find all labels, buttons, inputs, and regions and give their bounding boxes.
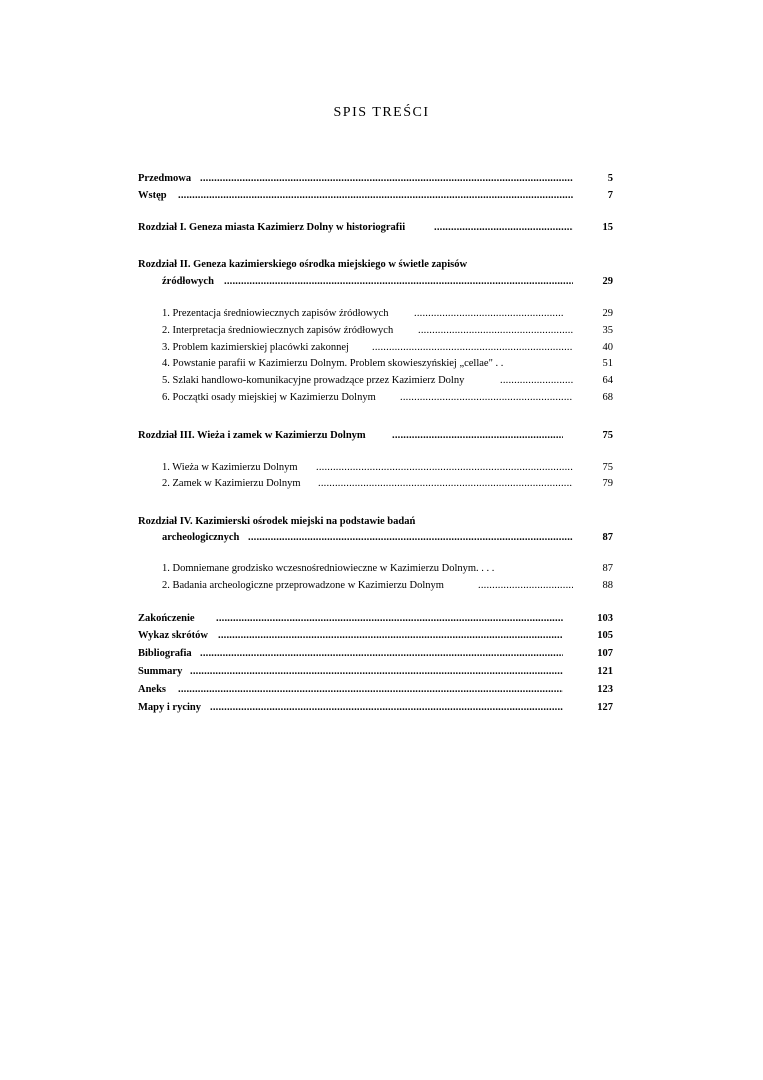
leader-dots bbox=[434, 221, 573, 234]
leader-dots bbox=[372, 341, 573, 354]
toc-page-number: 29 bbox=[602, 276, 613, 287]
toc-page-number: 75 bbox=[602, 430, 613, 441]
toc-page-number: 51 bbox=[602, 358, 613, 369]
leader-dots bbox=[210, 701, 563, 714]
toc-entry-text: Bibliografia bbox=[138, 648, 192, 659]
toc-page-number: 79 bbox=[602, 478, 613, 489]
page-title: SPIS TREŚCI bbox=[333, 105, 430, 120]
toc-page-number: 127 bbox=[597, 702, 613, 713]
toc-page-number: 64 bbox=[602, 375, 613, 386]
leader-dots bbox=[216, 612, 563, 625]
toc-entry-text: Wstęp bbox=[138, 190, 167, 201]
toc-page-number: 121 bbox=[597, 666, 613, 677]
toc-entry-text: Summary bbox=[138, 666, 183, 677]
toc-entry-text: Zakończenie bbox=[138, 613, 195, 624]
toc-page-number: 87 bbox=[602, 532, 613, 543]
toc-entry-text: Rozdział I. Geneza miasta Kazimierz Dolny w historiografii bbox=[138, 222, 406, 233]
toc-entry-text: 2. Zamek w Kazimierzu Dolnym bbox=[162, 478, 301, 489]
leader-dots bbox=[392, 429, 563, 442]
toc-page-number: 7 bbox=[607, 190, 613, 201]
toc-entry-text: Przedmowa bbox=[138, 173, 192, 184]
leader-dots bbox=[224, 275, 573, 288]
toc-page-number: 103 bbox=[597, 613, 613, 624]
leader-dots bbox=[248, 531, 573, 544]
toc-entry-text: źródłowych bbox=[162, 276, 214, 287]
toc-page-number: 107 bbox=[597, 648, 613, 659]
leader-dots bbox=[418, 324, 573, 337]
toc-page-number: 29 bbox=[602, 308, 613, 319]
toc-page-number: 40 bbox=[602, 342, 613, 353]
toc-page-number: 123 bbox=[597, 684, 613, 695]
toc-entry-text: 2. Badania archeologiczne przeprowadzone w Kazimierzu Dolnym bbox=[162, 580, 444, 591]
toc-page-number: 87 bbox=[602, 563, 613, 574]
toc-page-number: 5 bbox=[607, 173, 613, 184]
toc-entry-text: Aneks bbox=[138, 684, 167, 695]
toc-entry-text: 4. Powstanie parafii w Kazimierzu Dolnym. Problem skowieszyńskiej „cellae" . . bbox=[162, 358, 504, 369]
toc-entry-text: 5. Szlaki handlowo-komunikacyjne prowadzące przez Kazimierz Dolny bbox=[162, 375, 465, 386]
toc-entry-text: Mapy i ryciny bbox=[138, 702, 201, 713]
leader-dots bbox=[316, 461, 573, 474]
toc-entry-text: 1. Domniemane grodzisko wczesnośredniowieczne w Kazimierzu Dolnym. . . . bbox=[162, 563, 495, 574]
leader-dots bbox=[200, 172, 573, 185]
leader-dots bbox=[178, 683, 563, 696]
toc-entry-text: Rozdział IV. Kazimierski ośrodek miejski na podstawie badań bbox=[138, 516, 416, 527]
toc-page-number: 105 bbox=[597, 630, 613, 641]
toc-entry-text: 1. Prezentacja średniowiecznych zapisów źródłowych bbox=[162, 308, 389, 319]
leader-dots bbox=[318, 477, 573, 490]
toc-entry-text: 1. Wieża w Kazimierzu Dolnym bbox=[162, 462, 298, 473]
leader-dots bbox=[200, 647, 563, 660]
toc-page-number: 15 bbox=[602, 222, 613, 233]
leader-dots bbox=[178, 189, 573, 202]
leader-dots bbox=[190, 665, 563, 678]
leader-dots bbox=[218, 629, 563, 642]
leader-dots bbox=[400, 391, 573, 404]
toc-entry-text: archeologicznych bbox=[162, 532, 240, 543]
toc-page-number: 88 bbox=[602, 580, 613, 591]
toc-page-number: 35 bbox=[602, 325, 613, 336]
toc-entry-text: Rozdział III. Wieża i zamek w Kazimierzu Dolnym bbox=[138, 430, 366, 441]
toc-entry-text: 6. Początki osady miejskiej w Kazimierzu Dolnym bbox=[162, 392, 376, 403]
toc-page-number: 68 bbox=[602, 392, 613, 403]
leader-dots bbox=[414, 307, 563, 320]
leader-dots bbox=[500, 374, 573, 387]
toc-page-number: 75 bbox=[602, 462, 613, 473]
toc-entry-text: 3. Problem kazimierskiej placówki zakonnej bbox=[162, 342, 349, 353]
leader-dots bbox=[478, 579, 573, 592]
toc-entry-text: Wykaz skrótów bbox=[138, 630, 208, 641]
toc-entry-text: 2. Interpretacja średniowiecznych zapisów źródłowych bbox=[162, 325, 394, 336]
toc-entry-text: Rozdział II. Geneza kazimierskiego ośrodka miejskiego w świetle zapisów bbox=[138, 259, 468, 270]
